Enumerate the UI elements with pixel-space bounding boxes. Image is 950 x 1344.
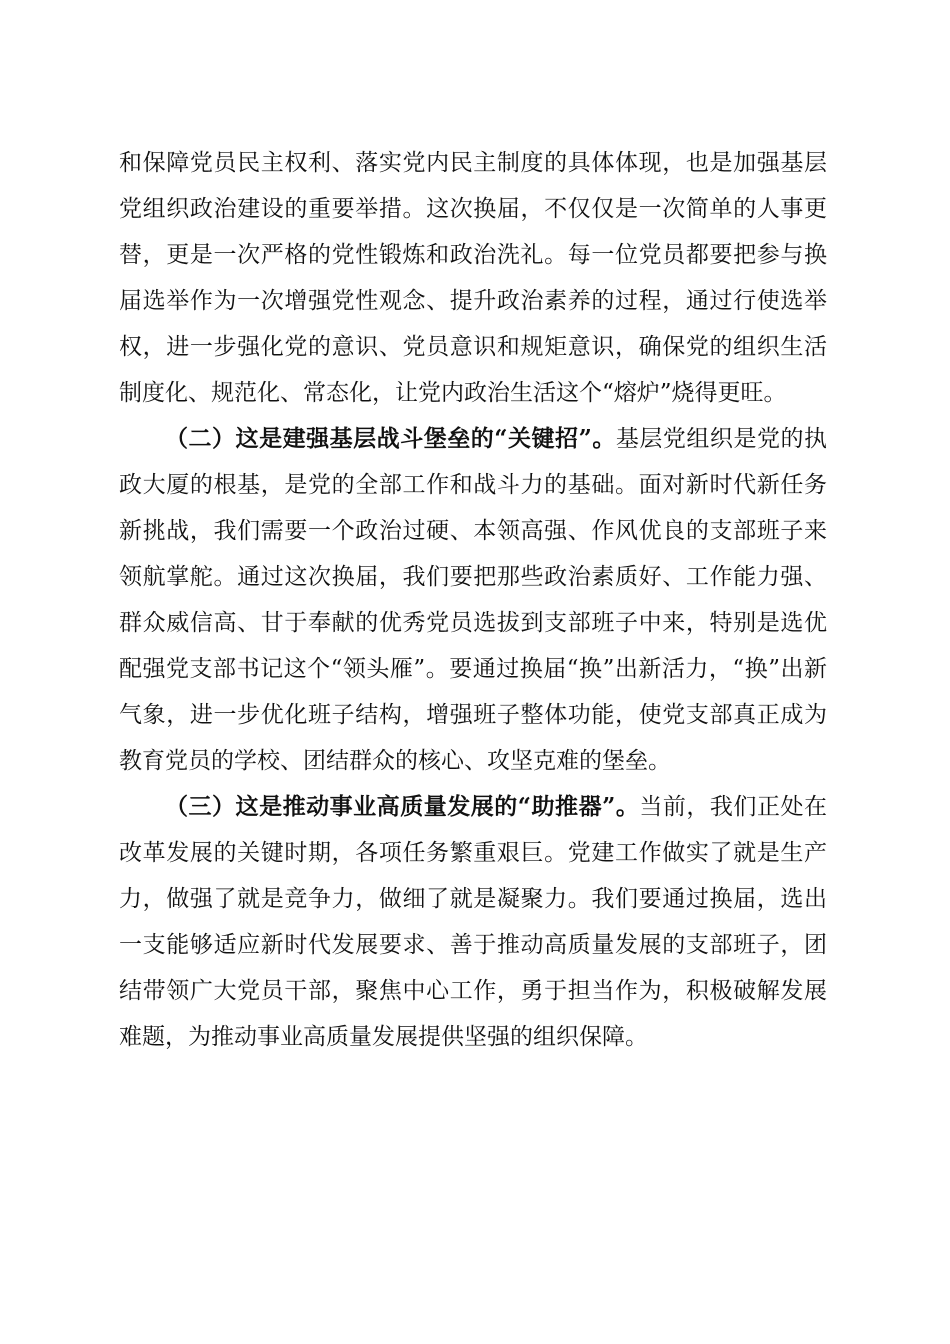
paragraph-section-3	[119, 784, 827, 1060]
document-page	[119, 140, 827, 1060]
paragraph-section-2	[119, 416, 827, 784]
paragraph-body: 当前，我们正处在改革发展的关键时期，各项任务繁重艰巨。党建工作做实了就是生产力，做强了就是竞争力，做细了就是凝聚力。我们要通过换届，选出一支能够适应新时代发展要求、善于推动高质量发展的支部班子，团结带领广大党员干部，聚焦中心工作，勇于担当作为，积极破解发展难题，为推动事业高质量发展提供坚强的组织保障。	[119, 794, 827, 1050]
paragraph-continuation	[119, 140, 827, 416]
section-heading: （三）这是推动事业高质量发展的“助推器”。	[165, 793, 640, 820]
paragraph-body: 和保障党员民主权利、落实党内民主制度的具体体现，也是加强基层党组织政治建设的重要举措。这次换届，不仅仅是一次简单的人事更替，更是一次严格的党性锻炼和政治洗礼。每一位党员都要把参与换届选举作为一次增强党性观念、提升政治素养的过程，通过行使选举权，进一步强化党的意识、党员意识和规矩意识，确保党的组织生活制度化、规范化、常态化，让党内政治生活这个“熔炉”烧得更旺。	[119, 150, 827, 406]
section-heading: （二）这是建强基层战斗堡垒的“关键招”。	[165, 425, 616, 452]
paragraph-body: 基层党组织是党的执政大厦的根基，是党的全部工作和战斗力的基础。面对新时代新任务新挑战，我们需要一个政治过硬、本领高强、作风优良的支部班子来领航掌舵。通过这次换届，我们要把那些政治素质好、工作能力强、群众威信高、甘于奉献的优秀党员选拔到支部班子中来，特别是选优配强党支部书记这个“领头雁”。要通过换届“换”出新活力，“换”出新气象，进一步优化班子结构，增强班子整体功能，使党支部真正成为教育党员的学校、团结群众的核心、攻坚克难的堡垒。	[119, 426, 827, 774]
